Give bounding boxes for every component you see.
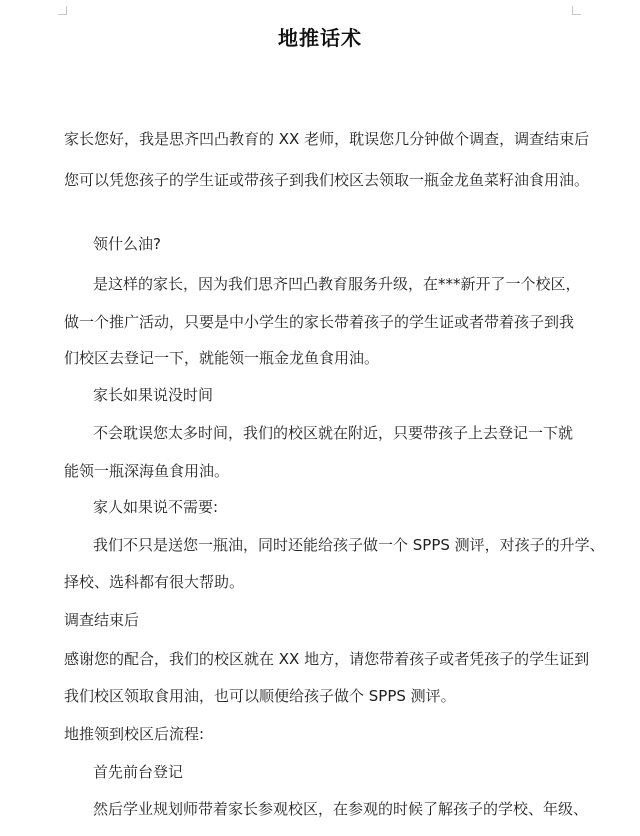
survey-end-heading: 调查结束后 [64, 611, 140, 629]
intro-line-2: 您可以凭您孩子的学生证或带孩子到我们校区去领取一瓶金龙鱼菜籽油食用油。 [64, 171, 590, 189]
no-time-line-1: 不会耽误您太多时间，我们的校区就在附近，只要带孩子上去登记一下就 [93, 424, 574, 442]
document-title: 地推话术 [278, 26, 362, 50]
answer-line-3: 们校区去登记一下，就能领一瓶金龙鱼食用油。 [64, 349, 380, 367]
page-corner-mark-left [58, 6, 67, 15]
question-heading: 领什么油? [93, 235, 161, 253]
process-step-2: 然后学业规划师带着家长参观校区，在参观的时候了解孩子的学校、年级、 [93, 800, 589, 818]
process-step-1: 首先前台登记 [93, 763, 184, 781]
answer-line-2: 做一个推广活动，只要是中小学生的家长带着孩子的学生证或者带着孩子到我 [64, 313, 575, 331]
answer-line-1: 是这样的家长，因为我们思齐凹凸教育服务升级，在***新开了一个校区， [93, 275, 581, 293]
no-time-line-2: 能领一瓶深海鱼食用油。 [64, 462, 230, 480]
process-heading: 地推领到校区后流程: [64, 725, 205, 743]
survey-end-line-1: 感谢您的配合，我们的校区就在 XX 地方，请您带着孩子或者凭孩子的学生证到 [64, 650, 590, 668]
not-needed-heading: 家人如果说不需要: [93, 498, 219, 516]
survey-end-line-2: 我们校区领取食用油，也可以顺便给孩子做个 SPPS 测评。 [64, 687, 456, 705]
not-needed-line-2: 择校、选科都有很大帮助。 [64, 573, 245, 591]
intro-line-1: 家长您好，我是思齐凹凸教育的 XX 老师，耽误您几分钟做个调查，调查结束后 [64, 130, 590, 148]
page-corner-mark-right [572, 6, 581, 15]
not-needed-line-1: 我们不只是送您一瓶油，同时还能给孩子做一个 SPPS 测评，对孩子的升学、 [93, 536, 605, 554]
no-time-heading: 家长如果说没时间 [93, 386, 214, 404]
